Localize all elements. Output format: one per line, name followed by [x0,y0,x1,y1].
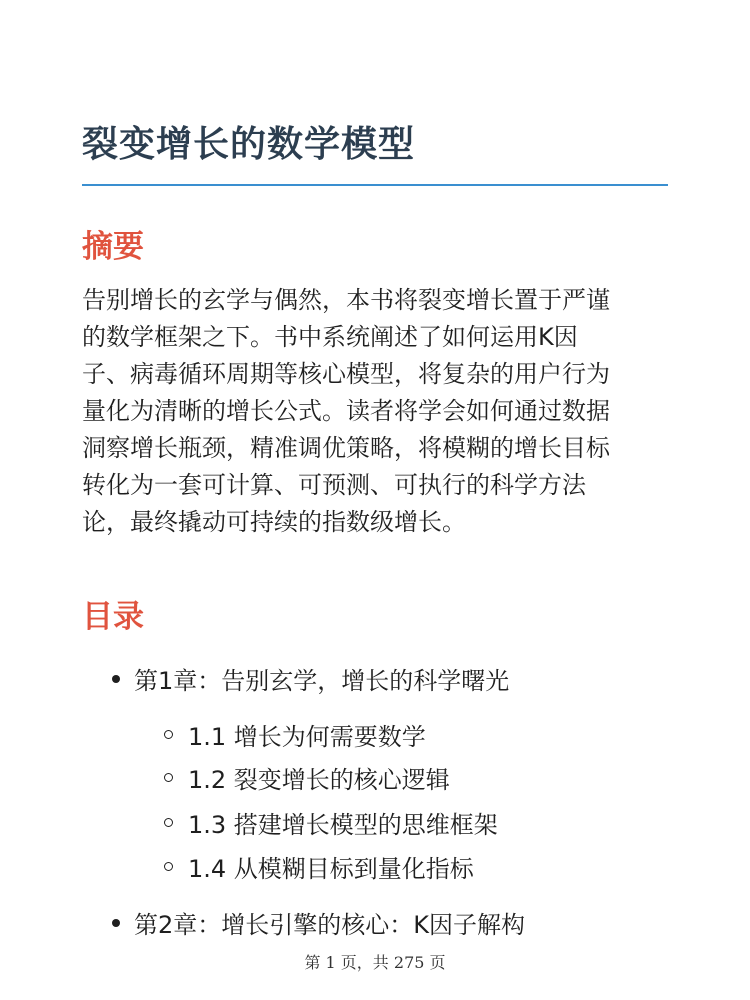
bullet-circle-icon [164,862,173,871]
document-title: 裂变增长的数学模型 [82,124,416,165]
abstract-line: 论，最终撬动可持续的指数级增长。 [82,508,466,536]
bullet-circle-icon [164,773,173,782]
title-divider [82,184,668,186]
abstract-line: 量化为清晰的增长公式。读者将学会如何通过数据 [82,397,610,425]
abstract-line: 洞察增长瓶颈，精准调优策略，将模糊的增长目标 [82,434,610,462]
bullet-circle-icon [164,730,173,739]
abstract-heading: 摘要 [82,229,144,265]
toc-chapter-label: 第1章：告别玄学，增长的科学曙光 [134,667,510,695]
toc-section-label: 1.1 增长为何需要数学 [188,723,426,751]
abstract-line: 告别增长的玄学与偶然，本书将裂变增长置于严谨 [82,286,610,314]
toc-section-label: 1.2 裂变增长的核心逻辑 [188,766,450,794]
toc-section-1-4[interactable] [164,849,474,884]
bullet-dot-icon [112,675,120,683]
toc-section-label: 1.3 搭建增长模型的思维框架 [188,811,498,839]
toc-chapter-label: 第2章：增长引擎的核心：K因子解构 [134,911,526,939]
abstract-line: 转化为一套可计算、可预测、可执行的科学方法 [82,471,586,499]
abstract-line: 子、病毒循环周期等核心模型，将复杂的用户行为 [82,360,610,388]
page-number-footer: 第 1 页，共 275 页 [304,953,446,972]
toc-chapter-2[interactable] [112,905,525,940]
bullet-circle-icon [164,818,173,827]
toc-section-1-1[interactable] [164,717,426,752]
toc-section-label: 1.4 从模糊目标到量化指标 [188,855,474,883]
toc-chapter-1[interactable] [112,661,509,696]
toc-section-1-3[interactable] [164,805,498,840]
abstract-paragraph [82,282,668,541]
toc-section-1-2[interactable] [164,760,450,795]
bullet-dot-icon [112,919,120,927]
abstract-line: 的数学框架之下。书中系统阐述了如何运用K因 [82,323,578,351]
toc-heading: 目录 [82,599,144,635]
